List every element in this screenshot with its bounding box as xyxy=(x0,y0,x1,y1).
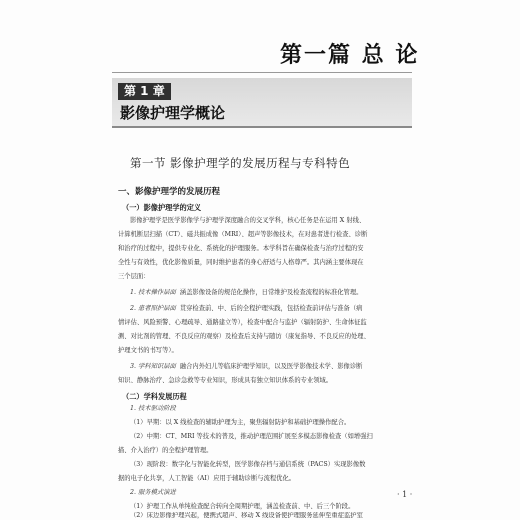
section-title: 第一节 影像护理学的发展历程与专科特色 xyxy=(130,156,351,170)
list-item-text: 测、对比剂的管理、不良反应的观察）及检查后支持与随访（康复指导、不良反应的处理、 xyxy=(118,333,370,340)
list-item-text: 情评估、风险预警、心理疏导、通路建立等），检查中配合与监护（辐射防护、生命体征监 xyxy=(118,319,367,326)
list-item-label: 1. 技术操作层面 xyxy=(130,289,176,296)
part-title: 第一篇 总 论 xyxy=(280,42,420,68)
stage-heading: 1. 技术驱动阶段 xyxy=(130,405,176,412)
paragraph-line: 和治疗的过程中，提供专业化、系统化的护理服务。本学科旨在确保检查与治疗过程的安 xyxy=(118,245,364,252)
list-item-label: 3. 学科知识层面 xyxy=(130,363,176,370)
list-item xyxy=(118,302,414,316)
subheading-history: （二）学科发展历程 xyxy=(122,392,187,401)
paragraph-line: 描、介入治疗）的全程护理管理。 xyxy=(118,447,213,454)
paragraph-line: 影像护理学是医学影像学与护理学深度融合的交叉学科，核心任务是在运用 X 射线、 xyxy=(130,217,366,224)
list-item-text: 融合内外妇儿等临床护理学知识，以及医学影像技术学、影像诊断 xyxy=(179,363,363,370)
paragraph-line: （2）床边影像护理兴起，便携式超声、移动 X 线设备使护理服务延伸至重症监护室 xyxy=(130,512,363,519)
subheading-definition: （一）影像护理学的定义 xyxy=(122,203,202,212)
chapter-title: 影像护理学概论 xyxy=(120,104,226,122)
paragraph-line: （2）中期：CT、MRI 等技术的普及，推动护理范围扩展至多模态影像检查（如增强扫 xyxy=(130,433,373,440)
paragraph-line: （1）早期：以 X 线检查的辅助护理为主，聚焦辐射防护和基础护理操作配合。 xyxy=(130,419,351,426)
paragraph-line: 三个层面： xyxy=(118,273,150,280)
list-item-text: 护理文书的书写等）。 xyxy=(118,347,178,354)
list-item-label: 2. 患者照护层面 xyxy=(130,305,176,312)
list-item-text: 涵盖影像设备的规范化操作，日常维护及检查流程的标准化管理。 xyxy=(179,289,363,296)
paragraph-line: 据的电子化共享，人工智能（AI）应用于辅助诊断与流程优化。 xyxy=(118,475,296,482)
list-item xyxy=(118,360,414,374)
heading-level-1: 一、影像护理学的发展历程 xyxy=(118,187,221,197)
paragraph-line: 全性与有效性，优化影像质量，同时维护患者的身心舒适与人格尊严。其内涵主要体现在 xyxy=(118,259,364,266)
chapter-label: 第 1 章 xyxy=(118,83,171,100)
paragraph-line: （1）护理工作从单纯检查配合转向全周期护理，涵盖检查前、中、后三个阶段。 xyxy=(130,503,355,510)
list-item-text: 贯穿检查前、中、后的全程护理实践，包括检查前评估与准备（病 xyxy=(179,305,363,312)
page-number: · 1 · xyxy=(397,490,413,499)
stage-heading: 2. 服务模式演进 xyxy=(130,489,176,496)
list-item xyxy=(118,286,414,300)
paragraph-line: 计算机断层扫描（CT）、磁共振成像（MRI）、超声等影像技术，在对患者进行检查、诊断 xyxy=(118,231,368,238)
divider xyxy=(112,72,412,73)
paragraph-line: （3）现阶段：数字化与智能化转型，医学影像存档与通信系统（PACS）实现影像数 xyxy=(130,461,366,468)
list-item-text: 知识、静脉治疗、急诊急救等专业知识，形成具有独立知识体系的专业领域。 xyxy=(118,377,333,384)
